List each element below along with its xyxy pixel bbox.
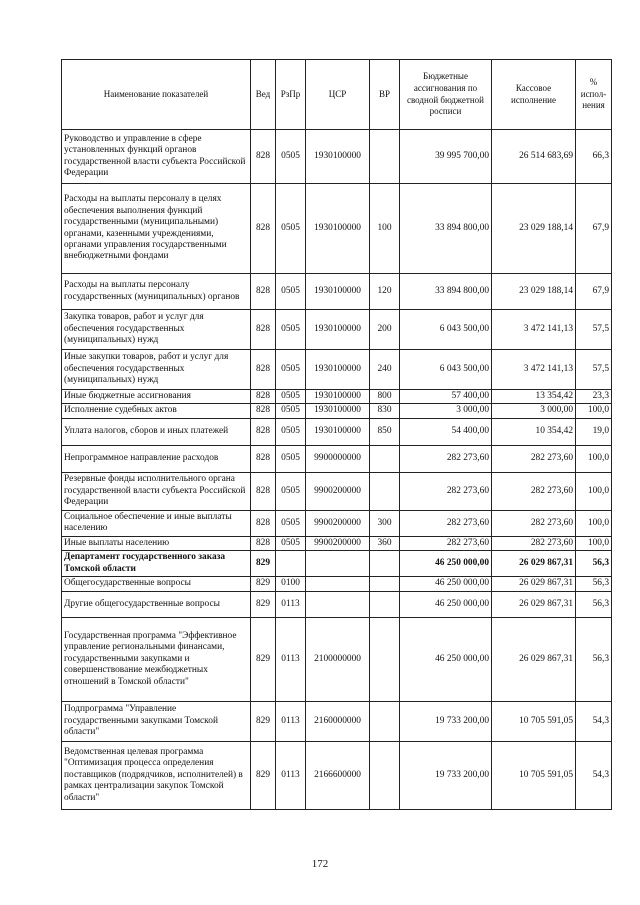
cell-cash: 26 029 867,31 [492, 617, 576, 701]
cell-budget: 282 273,60 [400, 472, 492, 510]
cell-budget: 3 000,00 [400, 404, 492, 418]
cell-budget: 46 250 000,00 [400, 617, 492, 701]
cell-ved: 829 [251, 551, 276, 577]
cell-name: Другие общегосударственные вопросы [62, 591, 251, 617]
table-row [62, 472, 612, 510]
header-csr: ЦСР [306, 60, 370, 130]
cell-percent: 56,3 [576, 591, 612, 617]
cell-budget: 282 273,60 [400, 510, 492, 536]
cell-cash: 3 000,00 [492, 404, 576, 418]
cell-ved: 828 [251, 510, 276, 536]
cell-percent: 100,0 [576, 536, 612, 550]
cell-ved: 828 [251, 274, 276, 310]
table-body [62, 130, 612, 810]
cell-percent: 100,0 [576, 404, 612, 418]
cell-csr: 1930100000 [306, 390, 370, 404]
cell-percent: 56,3 [576, 577, 612, 591]
cell-percent: 66,3 [576, 130, 612, 184]
cell-cash: 23 029 188,14 [492, 184, 576, 274]
cell-cash: 282 273,60 [492, 536, 576, 550]
cell-budget: 6 043 500,00 [400, 310, 492, 350]
cell-budget: 46 250 000,00 [400, 577, 492, 591]
cell-cash: 282 273,60 [492, 510, 576, 536]
table-row [62, 310, 612, 350]
cell-csr [306, 551, 370, 577]
cell-ved: 828 [251, 184, 276, 274]
cell-name: Расходы на выплаты персоналу государственных (муниципальных) органов [62, 274, 251, 310]
table-row [62, 404, 612, 418]
cell-rzpr: 0505 [276, 310, 306, 350]
table-row [62, 350, 612, 390]
cell-rzpr: 0505 [276, 184, 306, 274]
table-header-row [62, 60, 612, 130]
header-ved: Вед [251, 60, 276, 130]
cell-percent: 54,3 [576, 741, 612, 809]
cell-vr: 850 [370, 418, 400, 445]
cell-csr: 1930100000 [306, 130, 370, 184]
cell-vr: 300 [370, 510, 400, 536]
cell-cash: 10 705 591,05 [492, 701, 576, 741]
cell-budget: 33 894 800,00 [400, 274, 492, 310]
cell-ved: 829 [251, 701, 276, 741]
cell-vr [370, 741, 400, 809]
cell-rzpr [276, 551, 306, 577]
cell-ved: 828 [251, 536, 276, 550]
cell-name: Иные бюджетные ассигнования [62, 390, 251, 404]
cell-name: Социальное обеспечение и иные выплаты населению [62, 510, 251, 536]
cell-name: Исполнение судебных актов [62, 404, 251, 418]
cell-vr [370, 617, 400, 701]
cell-percent: 19,0 [576, 418, 612, 445]
table-row [62, 591, 612, 617]
cell-cash: 26 029 867,31 [492, 577, 576, 591]
cell-vr: 240 [370, 350, 400, 390]
table-row [62, 577, 612, 591]
cell-csr: 1930100000 [306, 418, 370, 445]
cell-cash: 282 273,60 [492, 445, 576, 472]
cell-ved: 828 [251, 310, 276, 350]
cell-percent: 57,5 [576, 350, 612, 390]
table-row [62, 741, 612, 809]
cell-ved: 828 [251, 390, 276, 404]
cell-name: Департамент государственного заказа Томской области [62, 551, 251, 577]
cell-csr: 1930100000 [306, 184, 370, 274]
cell-csr: 9900200000 [306, 472, 370, 510]
cell-cash: 26 514 683,69 [492, 130, 576, 184]
cell-name: Уплата налогов, сборов и иных платежей [62, 418, 251, 445]
cell-cash: 13 354,42 [492, 390, 576, 404]
cell-ved: 828 [251, 418, 276, 445]
cell-csr: 1930100000 [306, 404, 370, 418]
cell-csr: 9900200000 [306, 510, 370, 536]
cell-rzpr: 0113 [276, 741, 306, 809]
cell-csr: 9900200000 [306, 536, 370, 550]
cell-rzpr: 0505 [276, 130, 306, 184]
cell-ved: 829 [251, 617, 276, 701]
cell-cash: 3 472 141,13 [492, 310, 576, 350]
cell-percent: 100,0 [576, 510, 612, 536]
table-row [62, 445, 612, 472]
cell-cash: 3 472 141,13 [492, 350, 576, 390]
cell-rzpr: 0505 [276, 274, 306, 310]
cell-budget: 33 894 800,00 [400, 184, 492, 274]
cell-rzpr: 0505 [276, 510, 306, 536]
cell-cash: 10 354,42 [492, 418, 576, 445]
cell-vr [370, 551, 400, 577]
table-row [62, 617, 612, 701]
cell-percent: 23,3 [576, 390, 612, 404]
cell-ved: 829 [251, 591, 276, 617]
budget-execution-table [61, 59, 612, 810]
cell-csr: 1930100000 [306, 274, 370, 310]
cell-ved: 828 [251, 350, 276, 390]
table-row [62, 184, 612, 274]
header-rzpr: РзПр [276, 60, 306, 130]
cell-vr: 830 [370, 404, 400, 418]
cell-vr: 120 [370, 274, 400, 310]
cell-percent: 54,3 [576, 701, 612, 741]
table-row [62, 701, 612, 741]
table-row [62, 274, 612, 310]
cell-percent: 56,3 [576, 617, 612, 701]
cell-budget: 46 250 000,00 [400, 551, 492, 577]
cell-vr [370, 130, 400, 184]
cell-rzpr: 0505 [276, 472, 306, 510]
cell-rzpr: 0505 [276, 404, 306, 418]
cell-rzpr: 0113 [276, 617, 306, 701]
cell-csr: 9900000000 [306, 445, 370, 472]
cell-budget: 54 400,00 [400, 418, 492, 445]
cell-cash: 10 705 591,05 [492, 741, 576, 809]
cell-csr: 2166600000 [306, 741, 370, 809]
table-row [62, 510, 612, 536]
cell-vr [370, 445, 400, 472]
cell-name: Иные закупки товаров, работ и услуг для обеспечения государственных (муниципальных) нужд [62, 350, 251, 390]
cell-csr: 1930100000 [306, 310, 370, 350]
cell-csr: 2160000000 [306, 701, 370, 741]
header-percent: % испол-нения [576, 60, 612, 130]
cell-percent: 100,0 [576, 472, 612, 510]
header-name: Наименование показателей [62, 60, 251, 130]
cell-budget: 19 733 200,00 [400, 741, 492, 809]
cell-vr: 100 [370, 184, 400, 274]
cell-name: Государственная программа "Эффективное управление региональными финансами, государственными закупками и совершенствование межбюджетных отношений в Томской области" [62, 617, 251, 701]
cell-cash: 282 273,60 [492, 472, 576, 510]
cell-vr [370, 472, 400, 510]
cell-budget: 57 400,00 [400, 390, 492, 404]
cell-csr [306, 591, 370, 617]
cell-ved: 828 [251, 130, 276, 184]
cell-name: Руководство и управление в сфере установленных функций органов государственной власти субъекта Российской Федерации [62, 130, 251, 184]
table-row [62, 130, 612, 184]
cell-budget: 46 250 000,00 [400, 591, 492, 617]
cell-ved: 828 [251, 472, 276, 510]
cell-name: Непрограммное направление расходов [62, 445, 251, 472]
cell-rzpr: 0100 [276, 577, 306, 591]
cell-name: Расходы на выплаты персоналу в целях обеспечения выполнения функций государственными (муниципальными) органами, казенными учреждениями, органами управления государственными внебюджетными фондами [62, 184, 251, 274]
cell-vr: 800 [370, 390, 400, 404]
cell-rzpr: 0113 [276, 591, 306, 617]
cell-vr: 200 [370, 310, 400, 350]
cell-name: Подпрограмма "Управление государственными закупками Томской области" [62, 701, 251, 741]
cell-cash: 26 029 867,31 [492, 591, 576, 617]
cell-rzpr: 0505 [276, 350, 306, 390]
cell-rzpr: 0505 [276, 418, 306, 445]
cell-rzpr: 0505 [276, 390, 306, 404]
cell-ved: 828 [251, 404, 276, 418]
cell-rzpr: 0505 [276, 445, 306, 472]
cell-percent: 100,0 [576, 445, 612, 472]
cell-budget: 282 273,60 [400, 536, 492, 550]
table-row [62, 390, 612, 404]
cell-budget: 6 043 500,00 [400, 350, 492, 390]
cell-name: Резервные фонды исполнительного органа государственной власти субъекта Российской Федерации [62, 472, 251, 510]
table-row [62, 551, 612, 577]
cell-budget: 19 733 200,00 [400, 701, 492, 741]
cell-vr [370, 577, 400, 591]
cell-budget: 282 273,60 [400, 445, 492, 472]
cell-ved: 828 [251, 445, 276, 472]
cell-name: Закупка товаров, работ и услуг для обеспечения государственных (муниципальных) нужд [62, 310, 251, 350]
table-row [62, 536, 612, 550]
cell-percent: 56,3 [576, 551, 612, 577]
cell-percent: 57,5 [576, 310, 612, 350]
cell-percent: 67,9 [576, 184, 612, 274]
cell-rzpr: 0113 [276, 701, 306, 741]
cell-csr: 2100000000 [306, 617, 370, 701]
cell-csr: 1930100000 [306, 350, 370, 390]
page-number: 172 [311, 858, 329, 870]
cell-ved: 829 [251, 577, 276, 591]
cell-name: Иные выплаты населению [62, 536, 251, 550]
cell-vr [370, 701, 400, 741]
header-cash: Кассовое исполнение [492, 60, 576, 130]
table-row [62, 418, 612, 445]
cell-vr [370, 591, 400, 617]
header-budget: Бюджетные ассигнования по сводной бюджетной росписи [400, 60, 492, 130]
cell-name: Общегосударственные вопросы [62, 577, 251, 591]
cell-cash: 23 029 188,14 [492, 274, 576, 310]
cell-rzpr: 0505 [276, 536, 306, 550]
cell-csr [306, 577, 370, 591]
cell-cash: 26 029 867,31 [492, 551, 576, 577]
cell-vr: 360 [370, 536, 400, 550]
cell-percent: 67,9 [576, 274, 612, 310]
cell-ved: 829 [251, 741, 276, 809]
header-vr: ВР [370, 60, 400, 130]
cell-budget: 39 995 700,00 [400, 130, 492, 184]
cell-name: Ведомственная целевая программа "Оптимизация процесса определения поставщиков (подрядчиков, исполнителей) в рамках централизации закупок Томской области" [62, 741, 251, 809]
